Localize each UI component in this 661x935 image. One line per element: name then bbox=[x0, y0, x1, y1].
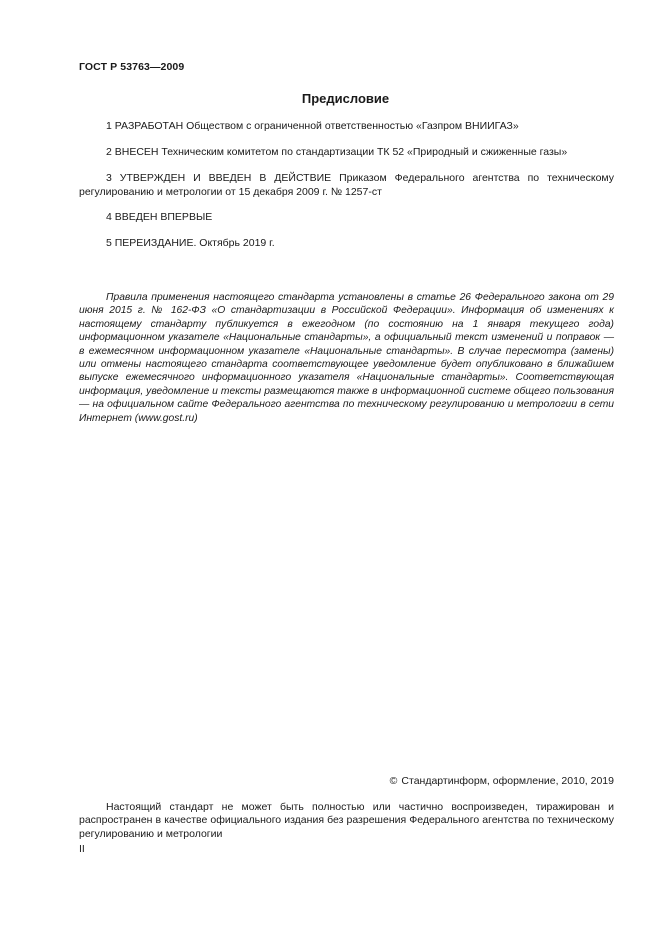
reproduction-notice bbox=[79, 801, 614, 841]
rules-notice-text: Правила применения настоящего стандарта установлены в статье 26 Федерального закона от 29 июня 2015 г. № 162-ФЗ «О стандартизации в Российской Федерации». Информация об изменениях к настоящему стандарту публикуется в ежегодном (по состоянию на 1 января текущего года) информационном указателе «Национальные стандарты», а официальный текст изменений и поправок — в ежемесячном информационном указателе «Национальные стандарты». В случае пересмотра (замены) или отмены настоящего стандарта соответствующее уведомление будет опубликовано в ближайшем выпуске ежемесячного информационного указателя «Национальные стандарты». Соответствующая информация, уведомление и тексты размещаются также в информационной системе общего пользования — на официальном сайте Федерального агентства по техническому регулированию и метрологии в сети Интернет (www.gost.ru) bbox=[79, 292, 614, 424]
copyright-line bbox=[390, 775, 614, 787]
foreword-item-2-text: 2 ВНЕСЕН Техническим комитетом по стандартизации ТК 52 «Природный и сжиженные газы» bbox=[106, 146, 568, 158]
foreword-item-4-text: 4 ВВЕДЕН ВПЕРВЫЕ bbox=[106, 211, 213, 223]
rules-notice bbox=[79, 291, 614, 425]
copyright-symbol: © bbox=[389, 775, 398, 787]
standard-code: ГОСТ Р 53763—2009 bbox=[79, 61, 185, 73]
reproduction-notice-text: Настоящий стандарт не может быть полностью или частично воспроизведен, тиражирован и распространен в качестве официального издания без разрешения Федерального агентства по техническому регулированию и метрологии bbox=[79, 801, 614, 840]
copyright-text: Стандартинформ, оформление, 2010, 2019 bbox=[401, 775, 614, 787]
page-number: II bbox=[79, 843, 85, 855]
foreword-item-4 bbox=[79, 211, 614, 225]
foreword-item-3-text: 3 УТВЕРЖДЕН И ВВЕДЕН В ДЕЙСТВИЕ Приказом Федерального агентства по техническому регулированию и метрологии от 15 декабря 2009 г. № 1257-ст bbox=[79, 172, 614, 198]
foreword-item-3 bbox=[79, 172, 614, 199]
foreword-item-2 bbox=[79, 146, 614, 160]
foreword-item-1 bbox=[79, 120, 614, 134]
foreword-item-5 bbox=[79, 237, 614, 251]
page-title: Предисловие bbox=[301, 91, 390, 106]
foreword-item-5-text: 5 ПЕРЕИЗДАНИЕ. Октябрь 2019 г. bbox=[106, 237, 275, 249]
foreword-item-1-text: 1 РАЗРАБОТАН Обществом с ограниченной ответственностью «Газпром ВНИИГАЗ» bbox=[106, 120, 519, 132]
